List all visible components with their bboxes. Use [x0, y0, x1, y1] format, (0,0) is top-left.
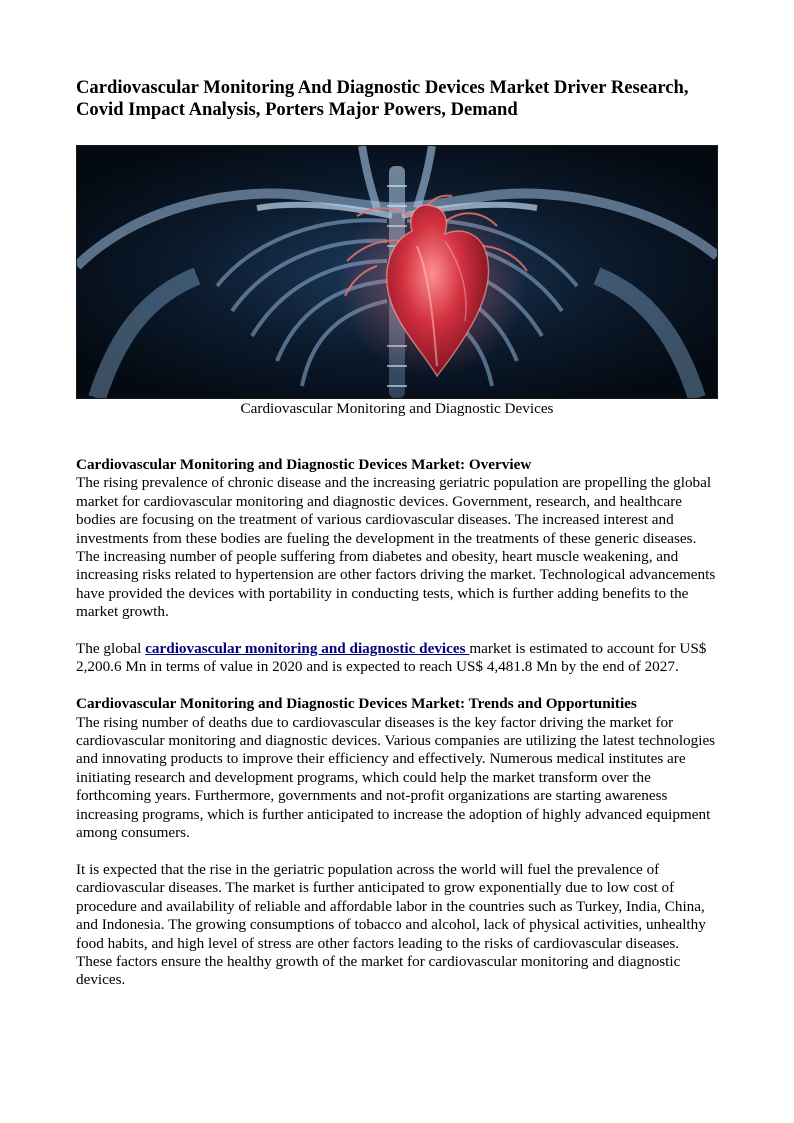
overview-paragraph: [76, 456, 718, 622]
heart-xray-illustration: [76, 145, 718, 399]
market-size-paragraph: [76, 640, 718, 677]
geriatric-paragraph: [76, 861, 718, 990]
geriatric-text: It is expected that the rise in the geriatric population across the world will fuel the prevalence of cardiovascular diseases. The market is further anticipated to grow exponentially due to low cost of procedure and availability of reliable and affordable labor in the countries such as Turkey, India, China, and Indonesia. The growing consumptions of tobacco and alcohol, lack of physical activities, unhealthy food habits, and high level of stress are other factors leading to the risks of cardiovascular diseases. These factors ensure the healthy growth of the market for cardiovascular monitoring and diagnostic devices.: [76, 860, 706, 989]
trends-paragraph: [76, 695, 718, 842]
overview-heading: Cardiovascular Monitoring and Diagnostic Devices Market: Overview: [76, 456, 532, 473]
article-body: [76, 456, 718, 1008]
market-report-link[interactable]: cardiovascular monitoring and diagnostic devices: [145, 640, 470, 658]
figure-caption: Cardiovascular Monitoring and Diagnostic Devices: [240, 400, 554, 417]
market-size-suffix: market is estimated to account for US$ 2,200.6 Mn in terms of value in 2020 and is expected to reach US$ 4,481.8 Mn by the end of 2027.: [76, 640, 707, 676]
overview-text: The rising prevalence of chronic disease and the increasing geriatric population are propelling the global market for cardiovascular monitoring and diagnostic devices. Government, research, and healthcare bodies are focusing on the treatment of various cardiovascular diseases. The increased interest and investments from these bodies are fueling the development in the treatments of these generic diseases. The increasing number of people suffering from diabetes and obesity, heart muscle weakening, and increasing risks related to hypertension are other factors driving the market. Technological advancements have provided the devices with portability in conducting tests, which is further adding benefits to the market growth.: [76, 474, 716, 621]
market-size-prefix: The global: [76, 640, 146, 658]
trends-text: The rising number of deaths due to cardiovascular diseases is the key factor driving the market for cardiovascular monitoring and diagnostic devices. Various companies are utilizing the latest technologies and innovating products to improve their efficiency and effectively. Numerous medical institutes are initiating research and development programs, which could help the market transform over the forthcoming years. Furthermore, governments and not-profit organizations are starting awareness increasing programs, which is further anticipated to increase the adoption of highly advanced equipment among consumers.: [76, 713, 716, 842]
trends-heading: Cardiovascular Monitoring and Diagnostic Devices Market: Trends and Opportunities: [76, 695, 637, 713]
page-title: Cardiovascular Monitoring And Diagnostic Devices Market Driver Research, Covid Impact Analysis, Porters Major Powers, Demand: [76, 77, 689, 120]
